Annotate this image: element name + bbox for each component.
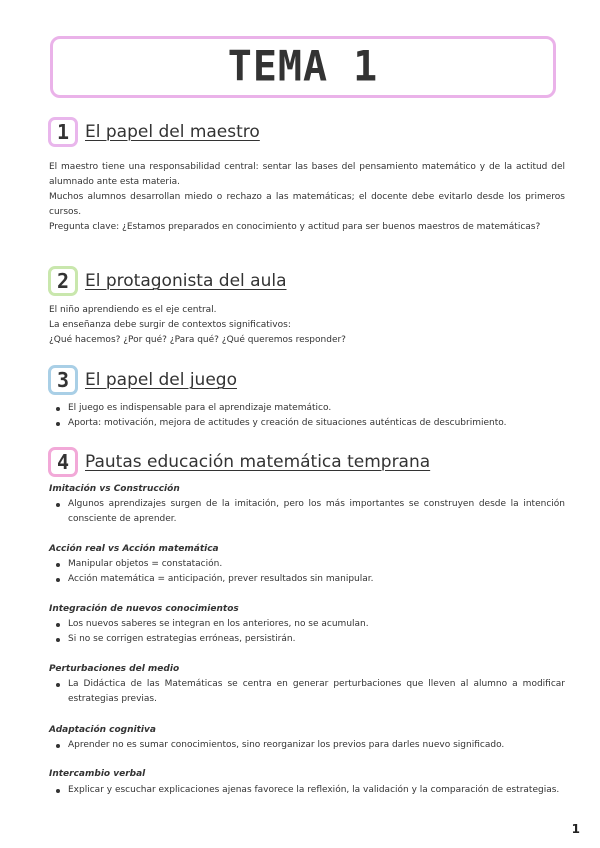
section-1-number-badge: 1	[48, 117, 78, 147]
bullet-item: Algunos aprendizajes surgen de la imitación, pero los más importantes se construyen desde la intención consciente de aprender.	[49, 497, 565, 527]
subsection-bullet-list	[49, 738, 565, 753]
paragraph: Muchos alumnos desarrollan miedo o rechazo a las matemáticas; el docente debe evitarlo desde los primeros cursos.	[49, 192, 565, 217]
section-1-body	[49, 160, 565, 235]
bullet-item: Los nuevos saberes se integran en los anteriores, no se acumulan.	[49, 617, 565, 632]
subsection-heading: Adaptación cognitiva	[49, 725, 156, 735]
subsection-heading: Perturbaciones del medio	[49, 664, 180, 674]
paragraph: ¿Qué hacemos? ¿Por qué? ¿Para qué? ¿Qué queremos responder?	[49, 335, 346, 345]
subsection-bullet-list	[49, 617, 565, 647]
section-3-number-badge: 3	[48, 365, 78, 395]
bullet-item: El juego es indispensable para el aprendizaje matemático.	[49, 401, 565, 416]
bullet-item: Si no se corrigen estrategias erróneas, persistirán.	[49, 632, 565, 647]
subsection-bullet-list	[49, 557, 565, 587]
section-2-header	[48, 266, 287, 296]
section-3-title: El papel del juego	[85, 370, 237, 390]
section-1-header	[48, 117, 260, 147]
page-number: 1	[571, 822, 580, 836]
bullet-item: Aporta: motivación, mejora de actitudes y creación de situaciones auténticas de descubrimiento.	[49, 416, 565, 431]
section-4-title: Pautas educación matemática temprana	[85, 452, 431, 472]
paragraph: Pregunta clave: ¿Estamos preparados en conocimiento y actitud para ser buenos maestros de matemáticas?	[49, 222, 541, 232]
section-3-header	[48, 365, 237, 395]
paragraph: La enseñanza debe surgir de contextos significativos:	[49, 320, 291, 330]
subsection-heading: Acción real vs Acción matemática	[49, 544, 219, 554]
section-2-number-badge: 2	[48, 266, 78, 296]
bullet-item: Acción matemática = anticipación, prever resultados sin manipular.	[49, 572, 565, 587]
subsection-heading: Intercambio verbal	[49, 769, 146, 779]
section-3-bullet-list	[49, 401, 565, 431]
subsection-bullet-list	[49, 497, 565, 527]
subsection-bullet-list	[49, 677, 565, 707]
bullet-item: La Didáctica de las Matemáticas se centra en generar perturbaciones que lleven al alumno a modificar estrategias previas.	[49, 677, 565, 707]
title-box	[50, 36, 556, 98]
bullet-item: Aprender no es sumar conocimientos, sino reorganizar los previos para darles nuevo significado.	[49, 738, 565, 753]
subsection-heading: Imitación vs Construcción	[49, 484, 180, 494]
subsection-heading: Integración de nuevos conocimientos	[49, 604, 239, 614]
section-1-title: El papel del maestro	[85, 122, 260, 142]
section-2-body	[49, 303, 565, 348]
subsection-bullet-list	[49, 783, 565, 798]
section-4-header	[48, 447, 430, 477]
paragraph: El maestro tiene una responsabilidad central: sentar las bases del pensamiento matemático y de la actitud del alumnado ante esta materia.	[49, 162, 565, 187]
bullet-item: Explicar y escuchar explicaciones ajenas favorece la reflexión, la validación y la comparación de estrategias.	[49, 783, 565, 798]
section-4-number-badge: 4	[48, 447, 78, 477]
bullet-item: Manipular objetos = constatación.	[49, 557, 565, 572]
page-title: TEMA 1	[227, 42, 379, 92]
section-2-title: El protagonista del aula	[85, 271, 287, 291]
paragraph: El niño aprendiendo es el eje central.	[49, 305, 217, 315]
